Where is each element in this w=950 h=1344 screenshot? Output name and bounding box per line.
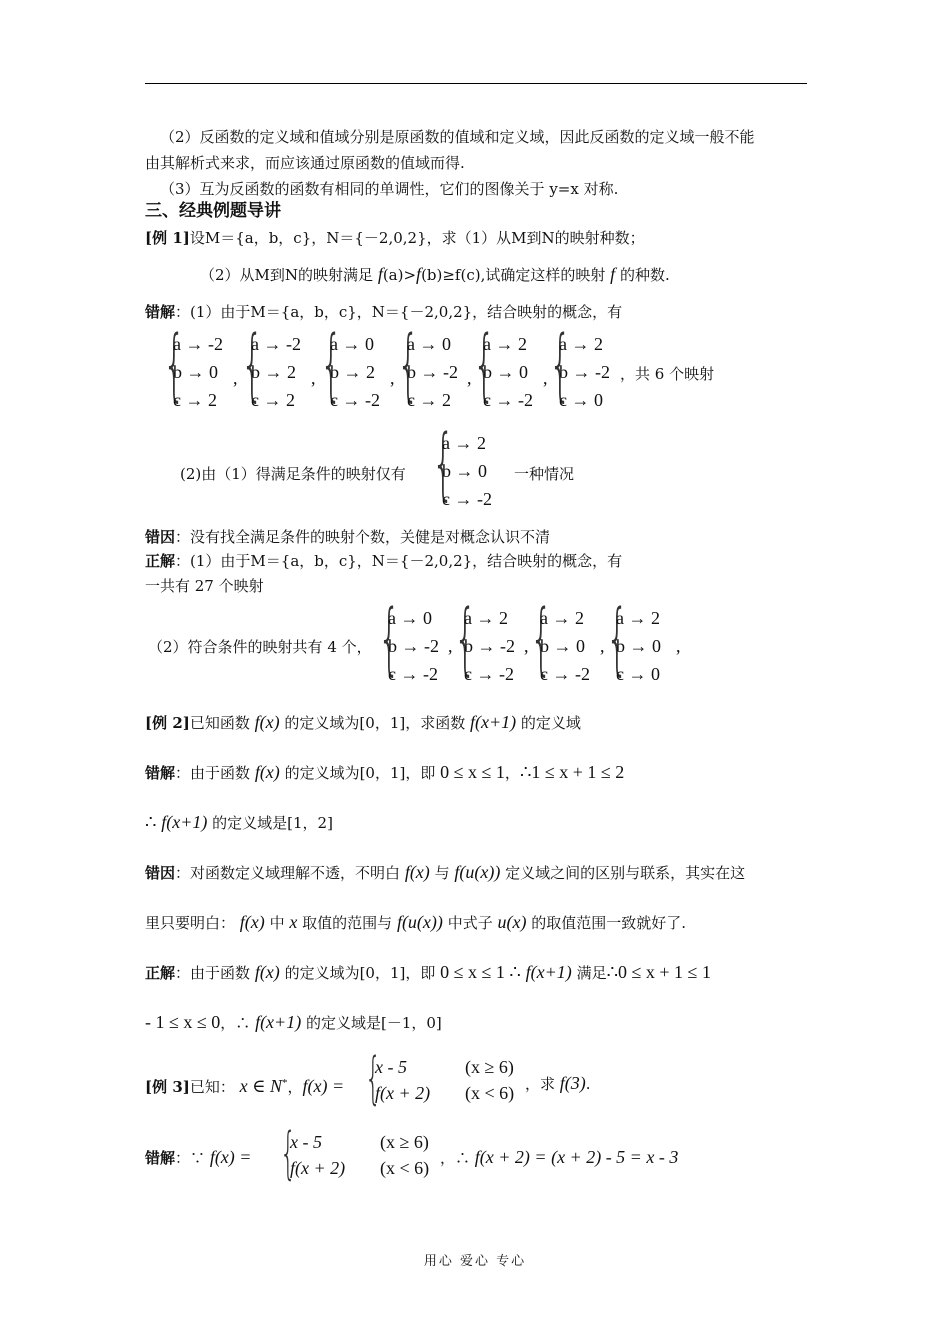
star-superscript: * (281, 1077, 288, 1089)
example-2-question (145, 712, 581, 733)
brace-icon: { (454, 594, 477, 684)
mapping-line: c → 0 (559, 390, 603, 410)
formula-x-in-n: x ∈ N (239, 1076, 282, 1096)
example-3-wrong-eq (440, 1147, 678, 1168)
ex2-right-b: 的定义域为[0，1]，即 (284, 964, 436, 982)
ex3-ask-text: ，求 (525, 1075, 556, 1093)
mapping-line: b → 2 (330, 362, 375, 382)
ex3-comma: ， (287, 1078, 303, 1096)
ex2-right-c: 满足 (576, 964, 607, 982)
example-2-cause (145, 862, 745, 883)
mapping-line: b → 2 (251, 362, 296, 382)
therefore-symbol: ∴ (145, 812, 157, 832)
brace-icon: { (241, 320, 264, 410)
example-2-label: [例 2] (145, 714, 190, 732)
ineq-neg1-x-0: - 1 ≤ x ≤ 0 (145, 1012, 221, 1032)
ex3-wrong-label: 错解 (145, 1149, 176, 1167)
brace-icon: { (473, 320, 496, 410)
formula-fx-plus-1: f(x+1) (161, 812, 208, 832)
piece-expression: f(x + 2) (375, 1083, 431, 1103)
paragraph-3: （3）互为反函数的函数有相同的单调性，它们的图像关于 y=x 对称. (160, 180, 619, 198)
piece-condition: (x < 6) (380, 1158, 430, 1178)
ex3-wrong-a: ：∵ (175, 1149, 206, 1167)
formula-fx-plus-1: f(x+1) (470, 712, 517, 732)
brace-icon: { (530, 594, 553, 684)
q2-f-b: f (416, 264, 422, 284)
mapping-line: a → -2 (251, 334, 301, 354)
ex3-wrong-b: ，∴ (440, 1149, 471, 1167)
mapping-line: c → 2 (251, 390, 295, 410)
q2-text-a: （2）从M到N的映射满足 (200, 266, 374, 284)
example-3-ask (525, 1073, 591, 1094)
formula-fx-eq: f(x) = (302, 1076, 345, 1096)
page-footer: 用心 爱心 专心 (423, 1254, 527, 1269)
example-1-cause (145, 527, 550, 547)
mapping-line: b → 0 (173, 362, 218, 382)
mapping-line: a → 2 (483, 334, 527, 354)
q2-f-c: f (610, 264, 616, 284)
brace-icon: { (549, 320, 572, 410)
mapping-line: c → 2 (173, 390, 217, 410)
brace-icon: { (320, 320, 343, 410)
brace-icon: { (280, 1121, 297, 1186)
comma-separator: , (524, 636, 529, 656)
mapping-line: a → 2 (559, 334, 603, 354)
brace-icon: { (432, 419, 455, 509)
formula-fx: f(x) (254, 712, 280, 732)
formula-fx-plus-1: f(x+1) (255, 1012, 302, 1032)
comma-separator: , (600, 636, 605, 656)
ex2-right2-b: ，∴ (220, 1014, 251, 1032)
ex2-right2-c: 的定义域是[－1，0] (305, 1014, 442, 1032)
ineq-1-x1-2: ∴1 ≤ x + 1 ≤ 2 (519, 762, 625, 782)
ex2-text-c: 的定义域 (520, 714, 581, 732)
header-rule (145, 83, 807, 84)
mapping-line: c → 0 (616, 664, 660, 684)
ex2-text-b: 的定义域为[0，1]，求函数 (284, 714, 466, 732)
six-maps-suffix: ，共 6 个映射 (620, 365, 715, 383)
ex2-wrong-b: 的定义域为[0，1]，即 (284, 764, 436, 782)
mapping-line: a → 0 (388, 608, 432, 628)
mapping-line: b → -2 (559, 362, 610, 382)
mapping-line: b → 0 (616, 636, 661, 656)
ex3-text-a: 已知： (189, 1078, 235, 1096)
example-3-wrong (145, 1147, 251, 1168)
brace-icon: { (163, 320, 186, 410)
mapping-line: c → -2 (388, 664, 438, 684)
ex2-cause2-b: 中 (269, 914, 285, 932)
ex2-cause-and: 与 (434, 864, 450, 882)
mapping-line: b → 0 (442, 461, 487, 481)
ex2-cause2-d: 中式子 (447, 914, 493, 932)
comma-separator: , (543, 368, 548, 388)
q2-text-c: (b)≥f(c),试确定这样的映射 (421, 266, 606, 284)
comma-separator: , (448, 636, 453, 656)
ex2-cause2-e: 的取值范围一致就好了. (531, 914, 687, 932)
ineq-right: 0 ≤ x ≤ 1 ∴ (440, 962, 521, 982)
mapping-line: c → -2 (442, 489, 492, 509)
formula-fx-eq: f(x) = (209, 1147, 252, 1167)
right-count: 一共有 27 个映射 (145, 577, 264, 595)
example-1-question (145, 228, 645, 248)
wrong-label: 错解 (145, 303, 176, 321)
section-title: 三、经典例题导讲 (145, 201, 281, 221)
mapping-line: a → -2 (173, 334, 223, 354)
brace-icon: { (397, 320, 420, 410)
mapping-line: a → 2 (540, 608, 584, 628)
ex2-cause-label: 错因 (145, 864, 176, 882)
example-1-right (145, 551, 622, 571)
ex2-cause-b: 定义域之间的区别与联系，其实在这 (505, 864, 746, 882)
cause-text: ：没有找全满足条件的映射个数，关健是对概念认识不清 (175, 528, 551, 546)
piece-expression: x - 5 (290, 1132, 322, 1152)
mapping-line: a → 2 (616, 608, 660, 628)
mapping-line: b → -2 (464, 636, 515, 656)
mapping-line: c → -2 (483, 390, 533, 410)
mapping-line: a → 0 (330, 334, 374, 354)
comma-separator: , (467, 368, 472, 388)
piece-expression: f(x + 2) (290, 1158, 346, 1178)
brace-icon: { (378, 594, 401, 684)
formula-fx: f(x) (254, 962, 280, 982)
ex2-text-a: 已知函数 (189, 714, 250, 732)
example-1-label: [例 1] (145, 229, 190, 247)
brace-icon: { (606, 594, 629, 684)
paragraph-2-line-2: 由其解析式来求，而应该通过原函数的值域而得. (145, 154, 465, 172)
piece-condition: (x ≥ 6) (380, 1132, 429, 1152)
formula-fx: f(x) (254, 762, 280, 782)
example-2-right (145, 962, 711, 983)
right2-prefix: （2）符合条件的映射共有 4 个， (148, 638, 372, 656)
ex2-cause-a: ：对函数定义域理解不透，不明白 (175, 864, 401, 882)
formula-fux: f(u(x)) (396, 912, 443, 932)
comma-separator: , (311, 368, 316, 388)
mapping-line: c → -2 (330, 390, 380, 410)
example-2-cause-line-2 (145, 912, 686, 933)
example-2-right-line-2 (145, 1012, 442, 1033)
ex2-concl-text: 的定义域是[1，2] (212, 814, 333, 832)
q2-text-b: (a)> (382, 266, 417, 284)
ex2-wrong-c: ， (504, 764, 520, 782)
mapping-line: a → 0 (407, 334, 451, 354)
right-label: 正解 (145, 552, 176, 570)
mapping-line: c → -2 (464, 664, 514, 684)
mapping-line: b → -2 (407, 362, 458, 382)
mapping-line: b → 0 (483, 362, 528, 382)
part2-prefix: (2)由（1）得满足条件的映射仅有 (180, 465, 406, 483)
formula-fx: f(x) (239, 912, 265, 932)
example-1-text: 设M＝{a，b，c}，N＝{－2,0,2}，求（1）从M到N的映射种数； (189, 229, 645, 247)
mapping-line: a → 2 (442, 433, 486, 453)
example-1-wrong-solution (145, 302, 622, 322)
formula-fux: f(u(x)) (454, 862, 501, 882)
part2-suffix: 一种情况 (514, 465, 575, 483)
example-2-wrong (145, 762, 624, 783)
example-2-wrong-conclusion (145, 812, 333, 833)
example-3-question (145, 1073, 344, 1097)
q2-text-d: 的种数. (619, 266, 670, 284)
cause-label: 错因 (145, 528, 176, 546)
example-3-label: [例 3] (145, 1078, 190, 1096)
wrong-text: ：(1）由于M＝{a，b，c}，N＝{－2,0,2}，结合映射的概念，有 (175, 303, 623, 321)
comma-separator: , (233, 368, 238, 388)
q2-f-a: f (377, 264, 383, 284)
brace-icon: { (365, 1046, 382, 1111)
ex2-cause2-a: 里只要明白： (145, 914, 236, 932)
mapping-line: c → -2 (540, 664, 590, 684)
ex2-right-a: ：由于函数 (175, 964, 251, 982)
var-x: x (289, 912, 298, 932)
ex2-wrong-a: ：由于函数 (175, 764, 251, 782)
mapping-line: c → 2 (407, 390, 451, 410)
formula-fx-plus-1: f(x+1) (525, 962, 572, 982)
example-1-question-2 (200, 264, 670, 285)
piece-condition: (x < 6) (465, 1083, 515, 1103)
right-text: ：(1）由于M＝{a，b，c}，N＝{－2,0,2}，结合映射的概念，有 (175, 552, 623, 570)
ineq-0-x-1: 0 ≤ x ≤ 1 (440, 762, 505, 782)
mapping-line: a → 2 (464, 608, 508, 628)
ex2-wrong-label: 错解 (145, 764, 176, 782)
formula-f3: f(3) (559, 1073, 586, 1093)
piece-condition: (x ≥ 6) (465, 1057, 514, 1077)
formula-fx: f(x) (404, 862, 430, 882)
paragraph-2-line-1: （2）反函数的定义域和值域分别是原函数的值域和定义域，因此反函数的定义域一般不能 (160, 128, 755, 146)
comma-separator: , (390, 368, 395, 388)
piece-expression: x - 5 (375, 1057, 407, 1077)
comma-separator: , (676, 636, 681, 656)
ex3-period: . (585, 1075, 591, 1093)
ex2-right-label: 正解 (145, 964, 176, 982)
ineq-right-2: ∴0 ≤ x + 1 ≤ 1 (606, 962, 711, 982)
formula-ux: u(x) (497, 912, 527, 932)
ex2-cause2-c: 取值的范围与 (302, 914, 393, 932)
mapping-line: b → -2 (388, 636, 439, 656)
formula-wrong-eq: f(x + 2) = (x + 2) - 5 = x - 3 (474, 1147, 679, 1167)
mapping-line: b → 0 (540, 636, 585, 656)
